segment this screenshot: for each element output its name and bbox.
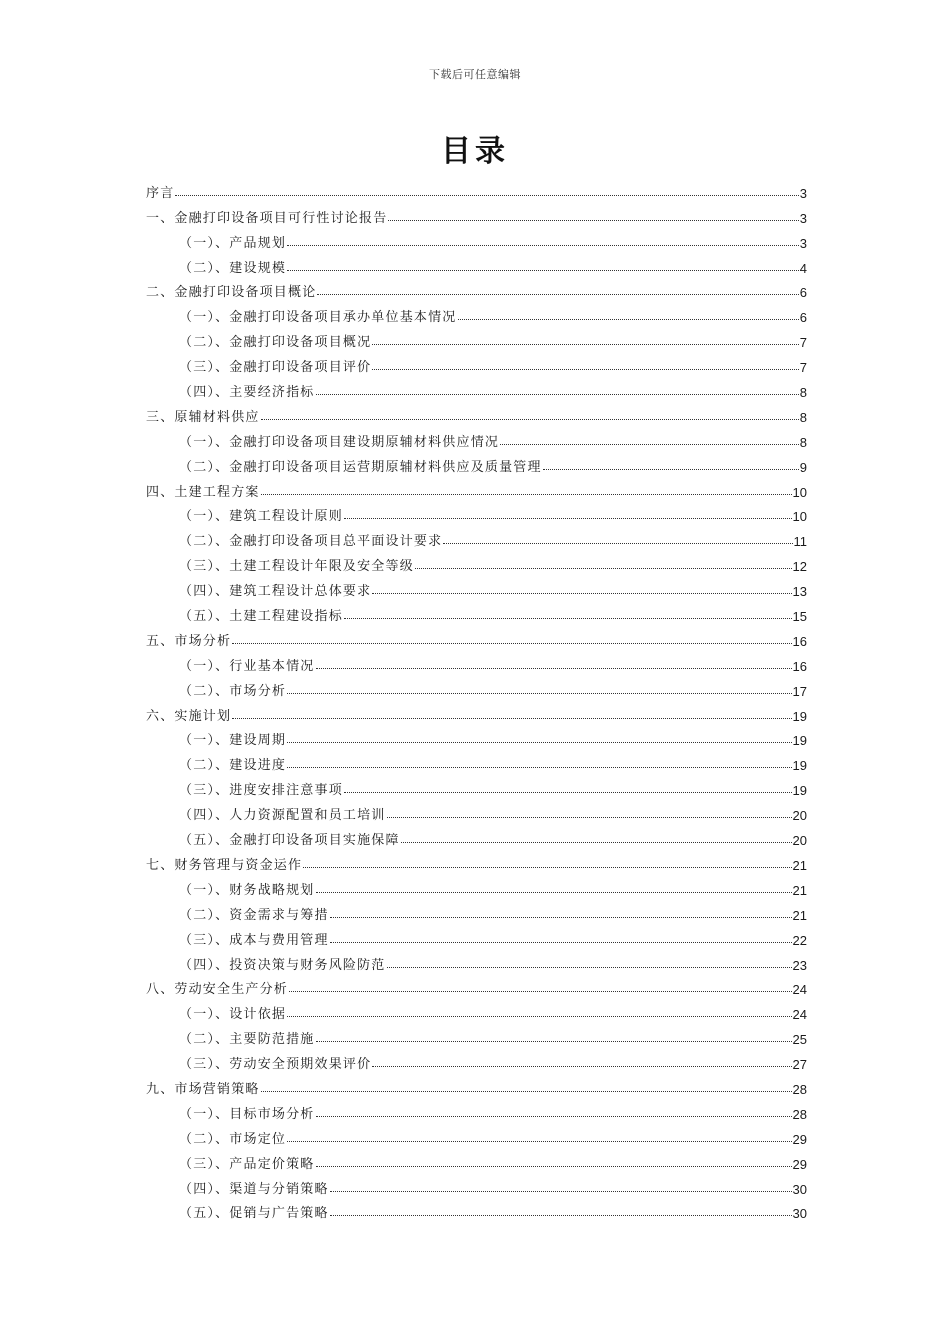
- toc-entry[interactable]: [146, 400, 807, 425]
- toc-dot-leader: [372, 593, 791, 594]
- toc-entry[interactable]: [146, 375, 807, 400]
- toc-dot-leader: [261, 1091, 792, 1092]
- toc-dot-leader: [330, 1215, 792, 1216]
- toc-entry-label: （一）、建设周期: [179, 733, 287, 749]
- toc-entry-label: （二）、建设进度: [179, 758, 287, 774]
- toc-entry-label: 八、劳动安全生产分析: [146, 982, 289, 998]
- toc-entry[interactable]: [146, 325, 807, 350]
- toc-dot-leader: [175, 195, 798, 196]
- toc-entry-page: 11: [793, 534, 807, 550]
- toc-dot-leader: [316, 394, 799, 395]
- toc-entry-page: 19: [792, 708, 807, 724]
- toc-entry[interactable]: [146, 823, 807, 848]
- toc-entry-label: （二）、金融打印设备项目运营期原辅材料供应及质量管理: [179, 459, 542, 475]
- toc-entry-page: 3: [799, 210, 807, 226]
- toc-entry-label: （四）、投资决策与财务风险防范: [179, 957, 386, 973]
- toc-entry[interactable]: [146, 748, 807, 773]
- toc-entry[interactable]: [146, 201, 807, 226]
- toc-entry[interactable]: [146, 574, 807, 599]
- toc-entry[interactable]: [146, 1147, 807, 1172]
- toc-entry-page: 21: [792, 882, 807, 898]
- toc-dot-leader: [388, 220, 798, 221]
- toc-entry-label: （一）、财务战略规划: [179, 882, 315, 898]
- toc-entry-label: 六、实施计划: [146, 708, 232, 724]
- toc-entry[interactable]: [146, 176, 807, 201]
- toc-entry[interactable]: [146, 1072, 807, 1097]
- toc-entry-label: （四）、人力资源配置和员工培训: [179, 808, 386, 824]
- toc-entry-page: 30: [792, 1206, 807, 1222]
- toc-entry[interactable]: [146, 1022, 807, 1047]
- toc-dot-leader: [317, 294, 798, 295]
- toc-entry-page: 3: [799, 235, 807, 251]
- toc-entry-page: 29: [792, 1131, 807, 1147]
- toc-entry[interactable]: [146, 450, 807, 475]
- toc-dot-leader: [232, 718, 791, 719]
- toc-entry-label: （三）、土建工程设计年限及安全等级: [179, 559, 414, 575]
- toc-dot-leader: [500, 444, 799, 445]
- toc-dot-leader: [330, 1191, 792, 1192]
- toc-entry-label: （二）、主要防范措施: [179, 1032, 315, 1048]
- toc-entry-page: 13: [792, 584, 807, 600]
- toc-dot-leader: [261, 494, 792, 495]
- toc-dot-leader: [289, 991, 792, 992]
- toc-entry[interactable]: [146, 773, 807, 798]
- toc-title: 目录: [441, 134, 509, 169]
- toc-entry-label: （三）、成本与费用管理: [179, 932, 329, 948]
- toc-entry[interactable]: [146, 1122, 807, 1147]
- toc-entry[interactable]: [146, 549, 807, 574]
- toc-dot-leader: [330, 917, 792, 918]
- toc-entry[interactable]: [146, 524, 807, 549]
- toc-entry[interactable]: [146, 973, 807, 998]
- toc-entry-page: 9: [799, 459, 807, 475]
- toc-entry-label: （三）、产品定价策略: [179, 1156, 315, 1172]
- toc-dot-leader: [387, 967, 792, 968]
- toc-entry-page: 29: [792, 1156, 807, 1172]
- toc-entry-page: 7: [799, 335, 807, 351]
- toc-entry-label: （一）、金融打印设备项目承办单位基本情况: [179, 310, 457, 326]
- toc-entry[interactable]: [146, 649, 807, 674]
- toc-entry-label: （五）、土建工程建设指标: [179, 609, 343, 625]
- toc-dot-leader: [372, 1066, 791, 1067]
- toc-entry-page: 7: [799, 360, 807, 376]
- toc-entry-label: 五、市场分析: [146, 633, 232, 649]
- toc-entry-label: 七、财务管理与资金运作: [146, 857, 303, 873]
- toc-entry-label: （四）、渠道与分销策略: [179, 1181, 329, 1197]
- toc-dot-leader: [287, 693, 791, 694]
- toc-entry-page: 10: [792, 509, 807, 525]
- toc-entry-label: （三）、进度安排注意事项: [179, 783, 343, 799]
- toc-dot-leader: [287, 245, 799, 246]
- toc-entry-label: （二）、市场定位: [179, 1131, 287, 1147]
- toc-entry-page: 21: [792, 907, 807, 923]
- toc-entry-label: （五）、金融打印设备项目实施保障: [179, 833, 400, 849]
- toc-dot-leader: [316, 1041, 792, 1042]
- toc-entry[interactable]: [146, 997, 807, 1022]
- toc-entry-label: （一）、产品规划: [179, 235, 287, 251]
- toc-entry[interactable]: [146, 1047, 807, 1072]
- toc-entry-page: 12: [792, 559, 807, 575]
- toc-entry-page: 15: [792, 609, 807, 625]
- toc-dot-leader: [372, 369, 798, 370]
- toc-entry[interactable]: [146, 425, 807, 450]
- toc-dot-leader: [287, 767, 791, 768]
- toc-entry-page: 6: [799, 285, 807, 301]
- toc-entry[interactable]: [146, 724, 807, 749]
- toc-entry-page: 4: [799, 260, 807, 276]
- toc-entry[interactable]: [146, 1197, 807, 1222]
- toc-entry-page: 19: [792, 783, 807, 799]
- toc-entry-label: （四）、建筑工程设计总体要求: [179, 584, 372, 600]
- toc-entry-page: 19: [792, 758, 807, 774]
- toc-dot-leader: [344, 518, 792, 519]
- toc-dot-leader: [316, 1116, 792, 1117]
- toc-entry[interactable]: [146, 226, 807, 251]
- toc-dot-leader: [287, 1141, 791, 1142]
- toc-entry-label: （五）、促销与广告策略: [179, 1206, 329, 1222]
- toc-dot-leader: [232, 643, 791, 644]
- toc-entry[interactable]: [146, 1097, 807, 1122]
- toc-dot-leader: [344, 618, 792, 619]
- table-of-contents: [146, 176, 807, 1221]
- toc-entry[interactable]: [146, 300, 807, 325]
- toc-dot-leader: [287, 742, 791, 743]
- toc-dot-leader: [387, 817, 792, 818]
- toc-entry-page: 28: [792, 1106, 807, 1122]
- toc-dot-leader: [287, 270, 799, 271]
- toc-dot-leader: [330, 942, 792, 943]
- toc-entry-page: 23: [792, 957, 807, 973]
- toc-entry-page: 6: [799, 310, 807, 326]
- toc-entry-page: 21: [792, 857, 807, 873]
- toc-entry[interactable]: [146, 873, 807, 898]
- toc-entry-label: （二）、建设规模: [179, 260, 287, 276]
- toc-entry-label: （一）、金融打印设备项目建设期原辅材料供应情况: [179, 434, 500, 450]
- toc-dot-leader: [316, 668, 792, 669]
- toc-entry[interactable]: [146, 1172, 807, 1197]
- toc-entry-label: （一）、行业基本情况: [179, 658, 315, 674]
- toc-entry-label: （四）、主要经济指标: [179, 385, 315, 401]
- toc-entry-label: 一、金融打印设备项目可行性讨论报告: [146, 210, 388, 226]
- toc-entry[interactable]: [146, 674, 807, 699]
- toc-entry-page: 27: [792, 1057, 807, 1073]
- toc-entry-page: 8: [799, 409, 807, 425]
- toc-dot-leader: [261, 419, 799, 420]
- toc-entry-label: 二、金融打印设备项目概论: [146, 285, 317, 301]
- toc-dot-leader: [287, 1016, 791, 1017]
- toc-entry-page: 8: [799, 434, 807, 450]
- toc-entry[interactable]: [146, 251, 807, 276]
- toc-entry-label: 四、土建工程方案: [146, 484, 260, 500]
- toc-entry-label: （一）、设计依据: [179, 1007, 287, 1023]
- toc-entry[interactable]: [146, 350, 807, 375]
- toc-entry-page: 8: [799, 385, 807, 401]
- toc-entry-label: （二）、市场分析: [179, 683, 287, 699]
- toc-entry[interactable]: [146, 699, 807, 724]
- toc-entry[interactable]: [146, 798, 807, 823]
- toc-entry-label: （二）、金融打印设备项目概况: [179, 335, 372, 351]
- toc-entry-page: 19: [792, 733, 807, 749]
- toc-dot-leader: [316, 1166, 792, 1167]
- toc-entry-page: 24: [792, 1007, 807, 1023]
- header-note: 下载后可任意编辑: [429, 68, 521, 81]
- toc-entry-page: 20: [792, 833, 807, 849]
- toc-entry-label: （三）、劳动安全预期效果评价: [179, 1057, 372, 1073]
- toc-entry-label: （二）、资金需求与筹措: [179, 907, 329, 923]
- toc-entry[interactable]: [146, 848, 807, 873]
- toc-dot-leader: [316, 892, 792, 893]
- toc-entry-label: （三）、金融打印设备项目评价: [179, 360, 372, 376]
- toc-dot-leader: [401, 842, 792, 843]
- toc-dot-leader: [543, 469, 799, 470]
- toc-entry-label: （二）、金融打印设备项目总平面设计要求: [179, 534, 443, 550]
- toc-entry-label: 九、市场营销策略: [146, 1081, 260, 1097]
- toc-entry-page: 22: [792, 932, 807, 948]
- toc-entry[interactable]: [146, 500, 807, 525]
- toc-dot-leader: [344, 792, 792, 793]
- toc-entry-page: 28: [792, 1081, 807, 1097]
- toc-entry-label: 序言: [146, 185, 175, 201]
- toc-entry-label: （一）、建筑工程设计原则: [179, 509, 343, 525]
- toc-entry[interactable]: [146, 276, 807, 301]
- toc-entry[interactable]: [146, 898, 807, 923]
- toc-entry-label: （一）、目标市场分析: [179, 1106, 315, 1122]
- toc-entry[interactable]: [146, 599, 807, 624]
- toc-entry[interactable]: [146, 475, 807, 500]
- toc-entry[interactable]: [146, 923, 807, 948]
- toc-entry-page: 25: [792, 1032, 807, 1048]
- toc-dot-leader: [303, 867, 791, 868]
- toc-entry-page: 16: [792, 658, 807, 674]
- toc-entry-page: 16: [792, 633, 807, 649]
- toc-entry-page: 24: [792, 982, 807, 998]
- toc-dot-leader: [372, 344, 798, 345]
- toc-entry[interactable]: [146, 948, 807, 973]
- toc-entry-label: 三、原辅材料供应: [146, 409, 260, 425]
- toc-entry-page: 10: [792, 484, 807, 500]
- toc-entry-page: 20: [792, 808, 807, 824]
- toc-entry[interactable]: [146, 624, 807, 649]
- toc-entry-page: 17: [792, 683, 807, 699]
- toc-entry-page: 3: [799, 185, 807, 201]
- toc-dot-leader: [443, 543, 792, 544]
- toc-entry-page: 30: [792, 1181, 807, 1197]
- toc-dot-leader: [458, 319, 799, 320]
- toc-dot-leader: [415, 568, 792, 569]
